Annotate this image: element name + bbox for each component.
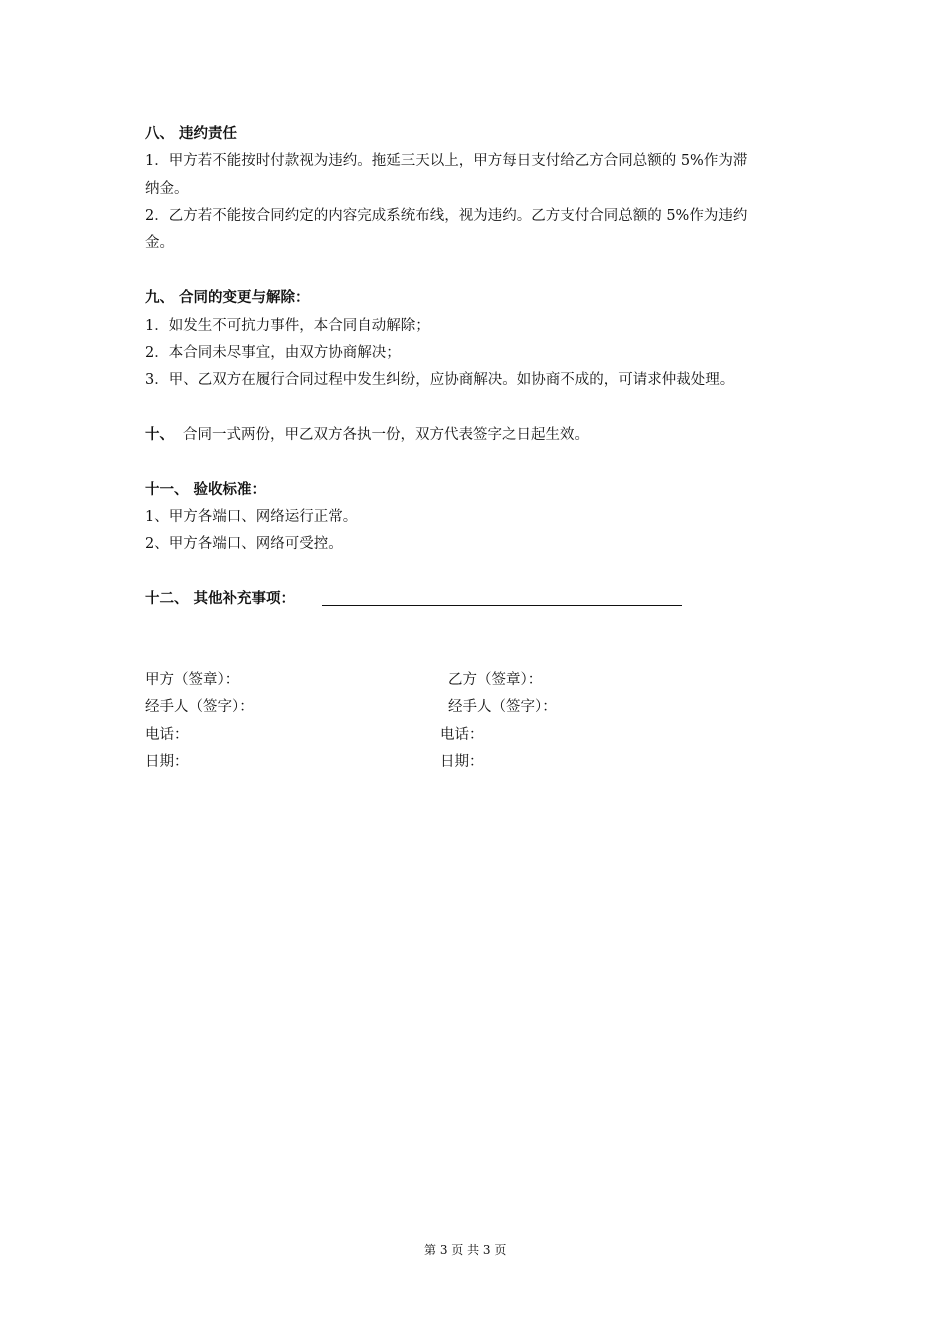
- party-a-phone-label: 电话：: [145, 727, 189, 743]
- party-a-handler-label: 经手人（签字）：: [145, 699, 254, 715]
- section-9-line-3: 3．甲、乙双方在履行合同过程中发生纠纷，应协商解决。如协商不成的，可请求仲裁处理。: [145, 372, 735, 388]
- party-a-seal-label: 甲方（签章）：: [145, 672, 240, 688]
- party-b-phone-label: 电话：: [440, 727, 484, 743]
- section-12-heading: 十二、 其他补充事项：: [145, 591, 296, 607]
- page-number-footer: 第 3 页 共 3 页: [424, 1243, 507, 1257]
- section-10-heading: 十、: [145, 427, 174, 443]
- party-a-date-label: 日期：: [145, 754, 189, 770]
- section-8-line-2: 纳金。: [145, 181, 189, 197]
- party-b-date-label: 日期：: [440, 754, 484, 770]
- section-10-text: 合同一式两份，甲乙双方各执一份，双方代表签字之日起生效。: [183, 427, 589, 443]
- section-8-line-1: 1．甲方若不能按时付款视为违约。拖延三天以上，甲方每日支付给乙方合同总额的 5%作为滞: [145, 153, 748, 169]
- section-9-line-2: 2．本合同未尽事宜，由双方协商解决；: [145, 345, 401, 361]
- section-11-line-1: 1、甲方各端口、网络运行正常。: [145, 509, 358, 525]
- supplementary-fill-line: [322, 605, 682, 606]
- party-b-seal-label: 乙方（签章）：: [448, 672, 543, 688]
- section-8-heading: 八、 违约责任: [145, 126, 238, 142]
- party-b-handler-label: 经手人（签字）：: [448, 699, 557, 715]
- section-8-line-3: 2．乙方若不能按合同约定的内容完成系统布线，视为违约。乙方支付合同总额的 5%作为违约: [145, 208, 748, 224]
- section-8-line-4: 金。: [145, 235, 174, 251]
- section-11-line-2: 2、甲方各端口、网络可受控。: [145, 536, 343, 552]
- section-11-heading: 十一、 验收标准：: [145, 482, 267, 498]
- section-9-line-1: 1．如发生不可抗力事件，本合同自动解除；: [145, 318, 430, 334]
- section-9-heading: 九、 合同的变更与解除：: [145, 290, 310, 306]
